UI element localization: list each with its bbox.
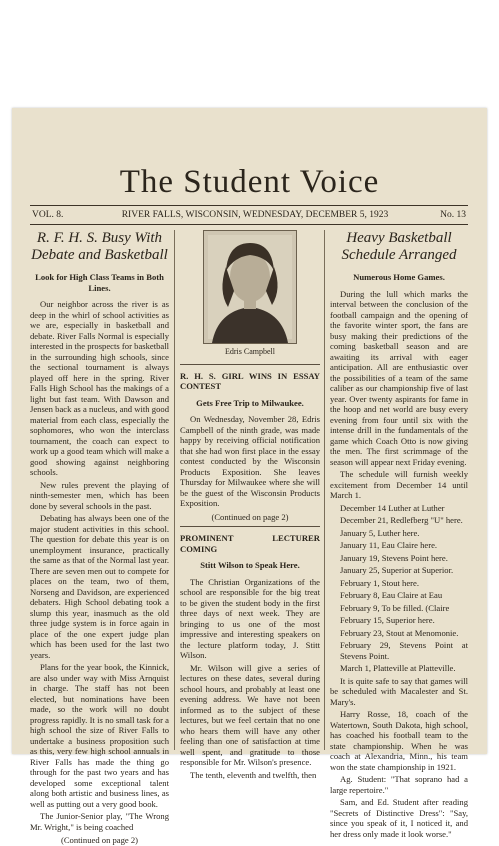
schedule-item: February 29, Stevens Point at Stevens Point.	[340, 640, 468, 661]
photo-caption: Edris Campbell	[225, 347, 275, 356]
headline: PROMINENT LECTURER COMING	[180, 533, 320, 554]
continued-note: (Continued on page 2)	[211, 511, 289, 522]
paragraph: The Christian Organizations of the school are responsible for the big treat to be given the student body in the first three days of next week. They are bringing to us one of the most impressive and interesting speakers on the lecture platform today, J. Stitt Wilson.	[180, 576, 320, 660]
article-debate-basketball	[30, 230, 169, 845]
place-date: RIVER FALLS, WISCONSIN, WEDNESDAY, DECEMBER 5, 1923	[121, 210, 389, 220]
volume-number: VOL. 8.	[32, 210, 64, 220]
schedule-item: December 14 Luther at Luther	[340, 502, 445, 513]
paragraph: Harry Rosse, 18, coach of the Watertown, South Dakota, high school, has coached his football team to the state championship. When he was coach at Alexandria, Minn., his team won the state championship in 1921.	[330, 709, 468, 772]
masthead-rule-top	[30, 205, 468, 206]
issue-number: No. 13	[440, 210, 466, 220]
paragraph: The schedule will furnish weekly excitement from December 14 until March 1.	[330, 469, 468, 500]
schedule-item: March 1, Platteville at Platteville.	[340, 663, 456, 673]
paragraph: Debating has always been one of the major student activities in this school. The question for debate this year is on unemployment insurance, practically the same as that of the Normal last year. There are seven men out to compete for places on the team, two of them, Norseng and Davidson, are experienced debaters. High School debating took a slump this year, inasmuch as the old three judge system is in force again in place of the one expert judge plan which has been used for the last two years.	[30, 513, 169, 660]
subheadline: Look for High Class Teams in Both Lines.	[35, 272, 164, 293]
article-basketball-schedule	[330, 230, 468, 839]
paragraph: On Wednesday, November 28, Edris Campbell of the ninth grade, was made happy by receiving official notification that she had won first place in the essay contest conducted by the Wisconsin Products Exposition. She leaves Thursday for Milwaukee where she will be the guest of the Wisconsin Products Exposition.	[180, 414, 320, 508]
continued-note: (Continued on page 2)	[60, 835, 139, 845]
schedule-item: February 1, Stout here.	[340, 577, 419, 588]
subheadline: Gets Free Trip to Milwaukee.	[196, 397, 304, 408]
headline: R. F. H. S. Busy With Debate and Basketball	[31, 230, 168, 263]
column-divider	[324, 230, 325, 750]
masthead-title: The Student Voice	[119, 164, 380, 200]
schedule-item: January 5, Luther here.	[340, 527, 420, 538]
schedule-item: December 21, Redlefberg "U" here.	[340, 515, 463, 525]
paragraph: It is quite safe to say that games will be scheduled with Macalester and St. Mary's.	[330, 675, 468, 707]
schedule-item: January 25, Superior at Superior.	[340, 565, 454, 575]
paragraph: The Junior-Senior play, "The Wrong Mr. Wright," is being coached	[30, 811, 169, 832]
subheadline: Numerous Home Games.	[353, 272, 445, 282]
subheadline: Stitt Wilson to Speak Here.	[200, 560, 300, 570]
paragraph: Mr. Wilson will give a series of lectures on these dates, several during school hours, and probably at least one evening address. We have not been informed as to the subject of these lectures, but we feel certain that no one who hears them will have any other feeling than one of satisfaction at time well spent, and gratitude to those responsible for Mr. Wilson's presence.	[180, 662, 320, 767]
column-divider	[174, 230, 175, 750]
schedule-item: February 8, Eau Claire at Eau	[340, 590, 443, 600]
headline: Heavy Basketball Schedule Arranged	[341, 230, 457, 263]
paragraph: Our neighbor across the river is as deep in the whirl of school activities as we are, especially in basketball and debate. River Falls Normal is especially interested in the prospects for basketball in the surrounding high schools, since the sectional tournament is always played off here in the spring. River Falls High School has the makings of a light but fast team. With Dawson and Jensen back as a nucleus, and with good material from each class, especially the sophomores, who won the interclass tournament, the coach can expect to work up a good team which will make a good showing against neighboring schools.	[30, 299, 169, 477]
divider	[180, 526, 320, 527]
dateline	[30, 208, 468, 222]
headline: R. H. S. GIRL WINS IN ESSAY CONTEST	[180, 370, 320, 391]
portrait-photo	[203, 230, 297, 344]
schedule-item: February 15, Superior here.	[340, 615, 435, 625]
newspaper-page	[12, 108, 487, 845]
paragraph: Sam, and Ed. Student after reading "Secrets of Distinctive Dress": "Say, since you speak of it, I noticed it, and her dress only made it look worse."	[330, 797, 468, 839]
masthead-rule-bottom	[30, 224, 468, 225]
schedule-item: February 9, To be filled. (Claire	[340, 602, 450, 613]
paragraph: New rules prevent the playing of ninth-semester men, which has been done by several schools in the past.	[30, 479, 169, 511]
paragraph: During the lull which marks the interval between the conclusion of the football campaign and the opening of the favorite winter sport, the fans are busy making their predictions of the coming basketball season and are awaiting its arrival with eager anticipation. All are enthusiastic over the possibilities of a team of the same caliber as our championship five of last year. Over twenty aspirants for fame in the hoop and net world are busy every evening from four until six with the intense drill in the fundamentals of the game which Coach Otto is now giving the men. The first scrimmage of the season will appear next Friday evening.	[330, 288, 468, 467]
paragraph: The tenth, eleventh and twelfth, then	[190, 769, 317, 780]
divider	[180, 364, 320, 365]
schedule-item: January 11, Eau Claire here.	[340, 540, 438, 550]
center-column	[180, 230, 320, 780]
schedule-item: February 23, Stout at Menomonie.	[340, 627, 459, 638]
schedule-item: January 19, Stevens Point here.	[340, 552, 448, 563]
paragraph: Plans for the year book, the Kinnick, are also under way with Miss Arnquist in charge. The staff has not been elected, but nominations have been made, so the work will no doubt progress rapidly. It is no small task for a high school the size of River Falls to undertake a business proposition such as this, very few high school annuals in River Falls has made the thing go through for the past two years and has developed some exceptional talent along both artistic and business lines, as well as putting out a very good book.	[30, 662, 169, 809]
paragraph: Ag. Student: "That soprano had a large repertoire."	[330, 774, 468, 795]
schedule-list	[330, 503, 468, 674]
